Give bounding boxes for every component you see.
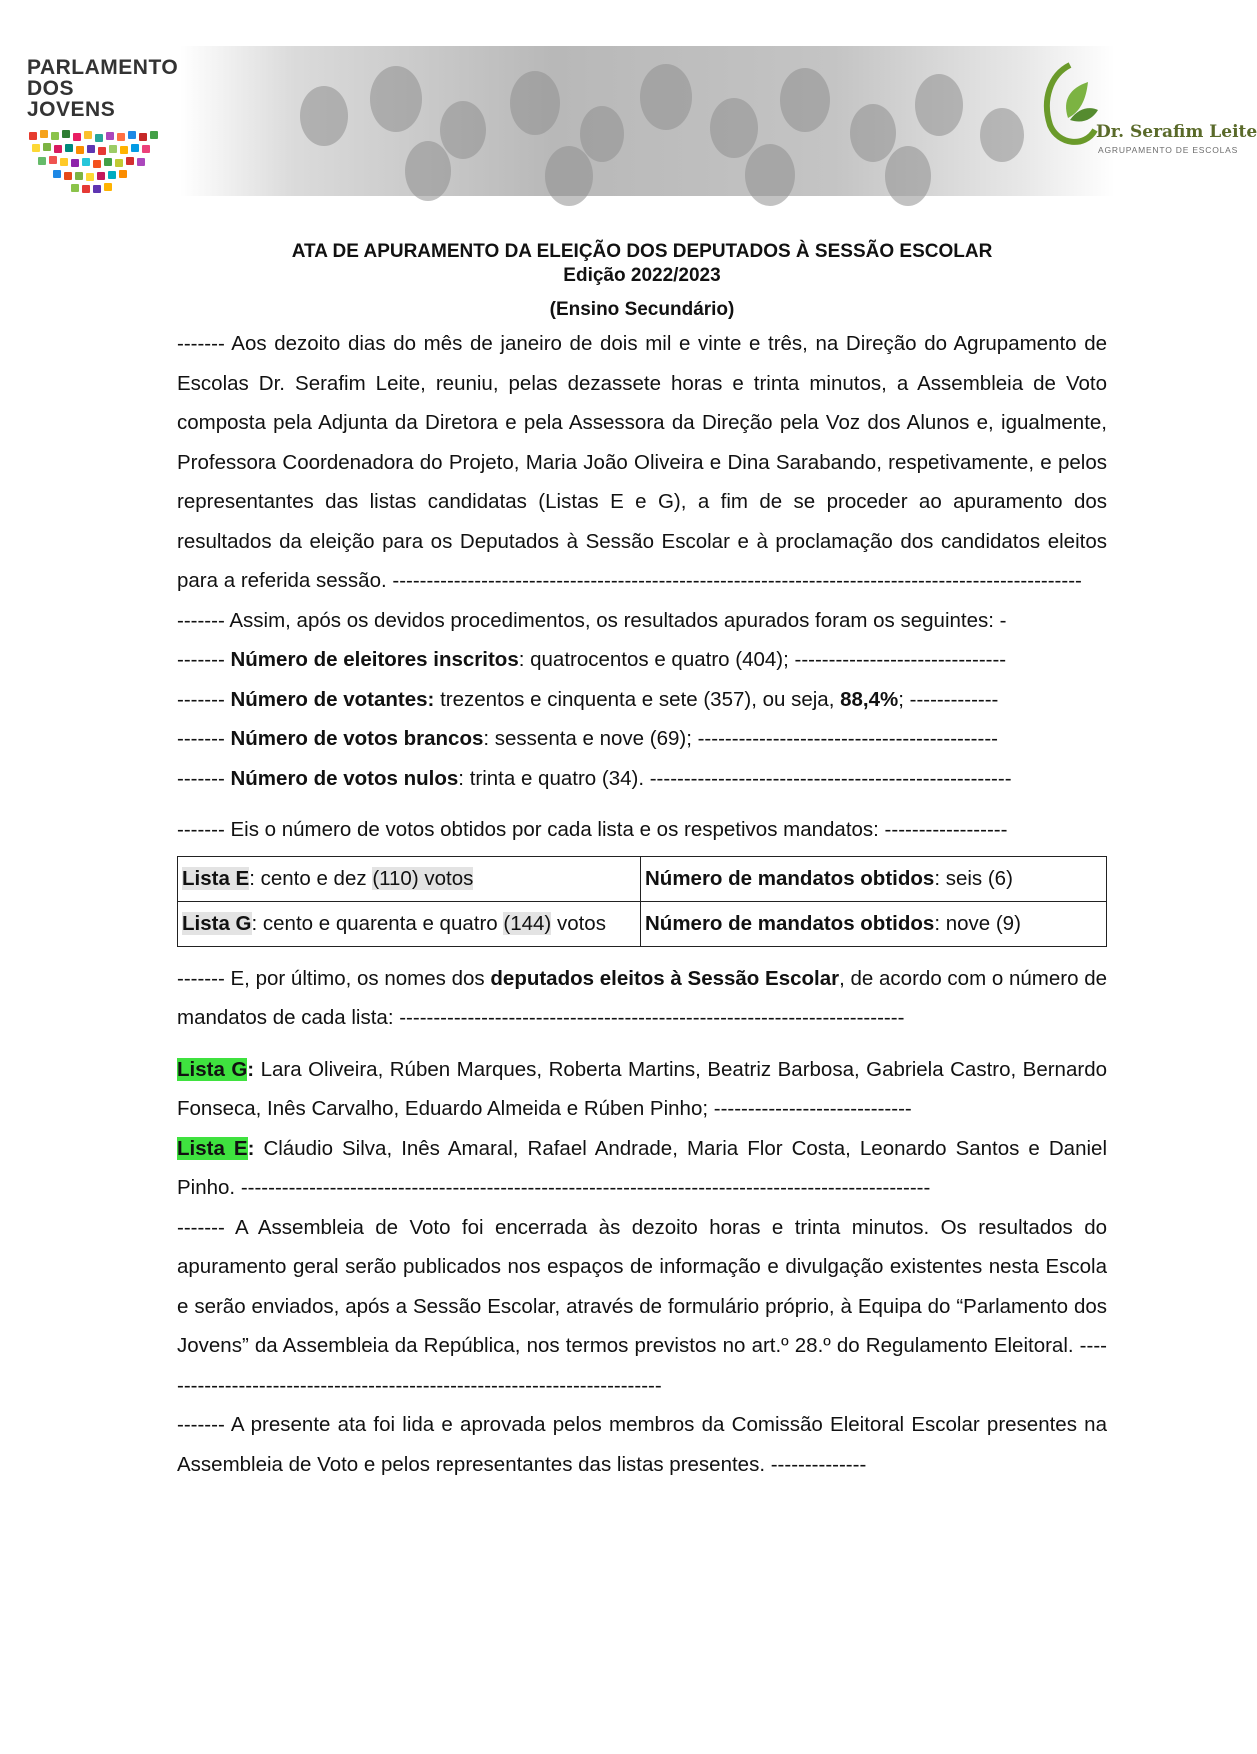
pj-logo-mosaic <box>27 128 177 204</box>
stat-label: Número de votantes: <box>230 687 435 711</box>
stat-value: : trinta e quatro (34). ----------------------------------------------------- <box>458 766 1012 790</box>
mandates-label: Número de mandatos obtidos <box>645 911 935 935</box>
list-e-votes-cell <box>178 856 641 901</box>
list-e-mandates-cell <box>641 856 1107 901</box>
stat-label: Número de votos brancos <box>230 727 484 750</box>
dash-prefix: ------- <box>177 648 231 671</box>
votes-text: votos <box>551 911 606 935</box>
document-title: ATA DE APURAMENTO DA ELEIÇÃO DOS DEPUTADOS À SESSÃO ESCOLAR <box>291 241 993 262</box>
stat-percentage: 88,4% <box>840 687 899 711</box>
document-level: (Ensino Secundário) <box>549 299 735 320</box>
list-e-names: Cláudio Silva, Inês Amaral, Rafael Andrade, Maria Flor Costa, Leonardo Santos e Daniel Pinho. ----------------------------------------------------------------------------------------------------- <box>177 1136 1107 1199</box>
votes-text: : cento e dez <box>249 866 373 890</box>
header-photo-banner <box>180 46 1115 196</box>
votes-number: (110) votos <box>372 866 474 890</box>
list-name: Lista E <box>182 866 250 890</box>
list-g-votes-cell <box>178 901 641 946</box>
document-body <box>177 240 1107 1484</box>
stat-inscritos <box>177 640 1107 680</box>
mandates-value: : nove (9) <box>934 911 1021 935</box>
stat-value: : quatrocentos e quatro (404); ------------------------------- <box>518 648 1007 671</box>
elected-intro-text: ------- E, por último, os nomes dos <box>177 966 491 990</box>
stat-tail: ; ------------- <box>898 687 999 711</box>
mandates-label: Número de mandatos obtidos <box>645 866 935 890</box>
list-e-elected: Lista E: Cláudio Silva, Inês Amaral, Rafael Andrade, Maria Flor Costa, Leonardo Santos e Daniel Pinho. ----------------------------------------------------------------------------------------------------- <box>177 1136 1107 1199</box>
approval-paragraph: ------- A presente ata foi lida e aprovada pelos membros da Comissão Eleitoral Escolar presentes na Assembleia de Voto e pelos representantes das listas presentes. -------------- <box>177 1413 1107 1476</box>
stat-value: trezentos e cinquenta e sete (357), ou seja, <box>434 687 841 711</box>
elected-intro-text: , de acordo com o número de mandatos de cada lista: -------------------------------------------------------------------------- <box>177 966 1108 1029</box>
stat-nulos <box>177 759 1107 799</box>
parlamento-dos-jovens-logo <box>27 57 177 204</box>
list-g-label: Lista G <box>177 1057 248 1081</box>
votes-text: : cento e quarenta e quatro <box>251 911 504 935</box>
leaf-emblem-icon <box>1040 60 1100 150</box>
dash-prefix: ------- <box>177 727 231 750</box>
stat-brancos <box>177 719 1107 759</box>
list-g-names: Lara Oliveira, Rúben Marques, Roberta Martins, Beatriz Barbosa, Gabriela Castro, Bernardo Fonseca, Inês Carvalho, Eduardo Almeida e Rúben Pinho; ----------------------------- <box>177 1057 1107 1120</box>
dash-prefix: ------- <box>177 687 231 711</box>
results-intro: ------- Assim, após os devidos procedimentos, os resultados apurados foram os seguintes: - <box>177 608 1007 632</box>
list-g-mandates-cell <box>641 901 1107 946</box>
list-g-elected: Lista G: Lara Oliveira, Rúben Marques, Roberta Martins, Beatriz Barbosa, Gabriela Castro, Bernardo Fonseca, Inês Carvalho, Eduardo Almeida e Rúben Pinho; ----------------------------- <box>177 1057 1107 1120</box>
elected-intro <box>177 959 1107 1038</box>
intro-paragraph: ------- Aos dezoito dias do mês de janeiro de dois mil e vinte e três, na Direção do Agrupamento de Escolas Dr. Serafim Leite, reuniu, pelas dezassete horas e trinta minutos, a Assembleia de Voto composta pela Adjunta da Diretora e pela Assessora da Direção pela Voz dos Alunos e, igualmente, Professora Coordenadora do Projeto, Maria João Oliveira e Dina Sarabando, respetivamente, e pelos representantes das listas candidatas (Listas E e G), a fim de se proceder ao apuramento dos resultados da eleição para os Deputados à Sessão Escolar e à proclamação dos candidatos eleitos para a referida sessão. ----------------------------------------------------------------------------------------------------- <box>177 332 1107 592</box>
table-row <box>178 856 1107 901</box>
elected-intro-bold: deputados eleitos à Sessão Escolar <box>490 966 840 990</box>
votes-table <box>177 856 1107 947</box>
stat-label: Número de eleitores inscritos <box>230 648 519 671</box>
school-subtitle: AGRUPAMENTO DE ESCOLAS <box>1098 145 1239 155</box>
list-e-label: Lista E <box>177 1136 248 1160</box>
school-logo <box>1040 60 1257 170</box>
school-name: Dr. Serafim Leite <box>1096 122 1257 142</box>
stat-label: Número de votos nulos <box>230 766 459 790</box>
mandates-value: : seis (6) <box>934 866 1013 890</box>
votes-intro: ------- Eis o número de votos obtidos por cada lista e os respetivos mandatos: ------------------ <box>177 818 1008 841</box>
document-edition: Edição 2022/2023 <box>563 265 721 286</box>
pj-logo-text: PARLAMENTO DOS JOVENS <box>27 56 179 121</box>
stat-value: : sessenta e nove (69); -------------------------------------------- <box>483 727 998 750</box>
votes-number: (144) <box>503 911 552 935</box>
closing-paragraph: ------- A Assembleia de Voto foi encerrada às dezoito horas e trinta minutos. Os resultados do apuramento geral serão publicados nos espaços de informação e divulgação existentes nesta Escola e serão enviados, após a Sessão Escolar, através de formulário próprio, à Equipa do “Parlamento dos Jovens” da Assembleia da República, nos termos previstos no art.º 28.º do Regulamento Eleitoral. --------------------------------------------------------------------------- <box>177 1215 1107 1397</box>
list-name: Lista G <box>182 911 252 935</box>
page-header <box>0 0 1257 200</box>
stat-votantes <box>177 680 1107 720</box>
dash-prefix: ------- <box>177 766 231 790</box>
table-row <box>178 901 1107 946</box>
